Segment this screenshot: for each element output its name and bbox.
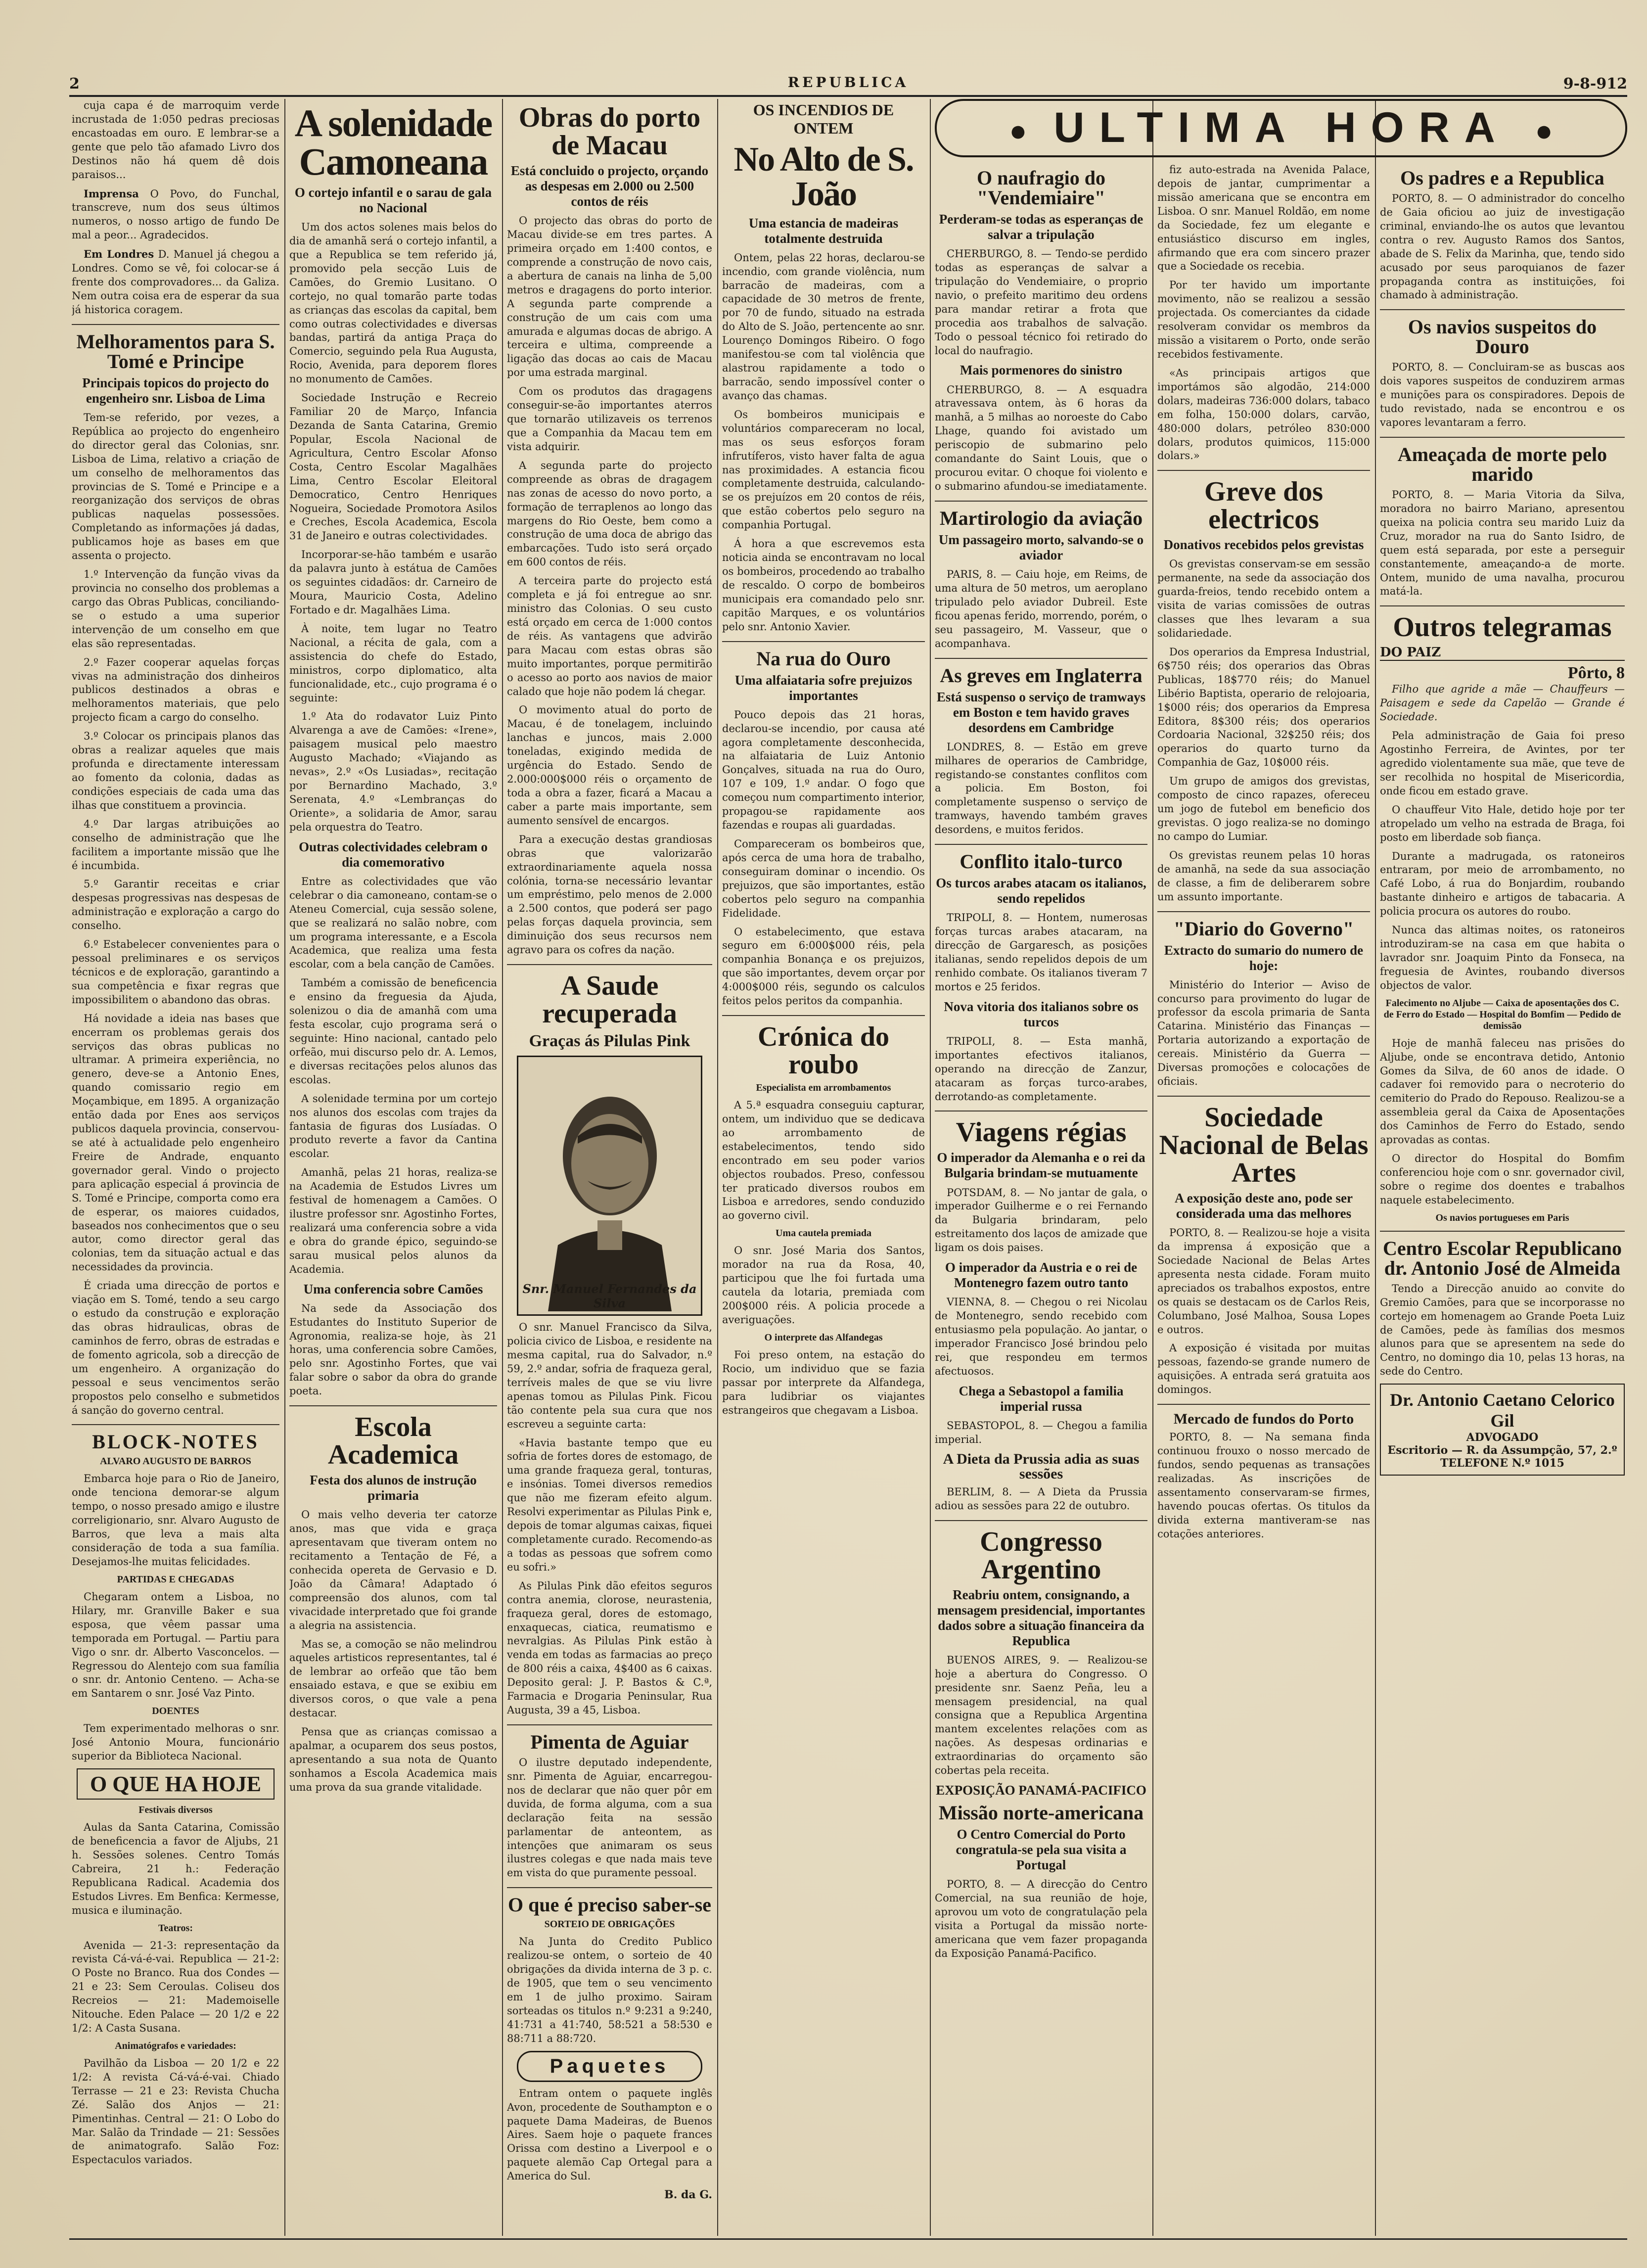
divider	[289, 1405, 497, 1406]
headline: Mercado de fundos do Porto	[1173, 1411, 1354, 1428]
article-text: CHERBURGO, 8. — A esquadra atravessava ontem, às 6 horas da manhã, a 5 milhas ao noroeste do Cabo Lhage, quando foi avistado um periscopio de submarino pelo comandante do Saint Louis, que o procurou evitar. O choque foi violento e o submarino afundou-se imediatamente.	[935, 383, 1147, 492]
headline: Centro Escolar Republicano dr. Antonio José de Almeida	[1383, 1237, 1622, 1279]
bottom-rule	[69, 2238, 1627, 2240]
article-text: Compareceram os bombeiros que, após cerca de uma hora de trabalho, conseguiram dominar o incendio. Os prejuizos, que são importantes, estão cobertos pelo seguro na companhia Fidelidade.	[722, 837, 925, 919]
column-rule	[930, 99, 931, 2236]
headline: Paquetes	[517, 2051, 702, 2082]
article-text: PARIS, 8. — Caiu hoje, em Reims, de uma altura de 50 metros, um aeroplano tripulado pelo aviador Dubreil. Este ficou apenas ferido, morrendo, porém, o seu passageiro, M. Vasseur, que o acompanhava.	[935, 568, 1147, 649]
headline: BLOCK-NOTES	[92, 1431, 259, 1453]
article-text: O mais velho deveria ter catorze anos, mas que vida e graça apresentavam que tiveram ontem no recitamento a Tentação de Fé, a conhecida opereta de Gervasio e D. João da Câmara! Adaptado ó compreensão dos alunos, com tal vivacidade interpretado que foi grande a alegria na assistencia.	[289, 1509, 497, 1631]
section-heading: PARTIDAS E CHEGADAS	[117, 1574, 234, 1585]
headline: Obras do porto de Macau	[518, 102, 701, 161]
column-4	[722, 99, 925, 2236]
article-text: 4.º Dar largas atribuições ao conselho de administração que lhe facilitem a importante missão que lhe é incumbida.	[72, 818, 279, 872]
deck: Uma alfaiataria sofre prejuizos importantes	[734, 672, 913, 703]
section-heading: Nova vitoria dos italianos sobre os turcos	[944, 999, 1139, 1029]
article-text: Tem experimentado melhoras o snr. José Antonio Moura, funcionário superior da Biblioteca Nacional.	[72, 1722, 279, 1762]
article-text: Há novidade a ideia nas bases que encerram os problemas gerais dos serviços das obras publicas no ultramar. A primeira experiência, no genero, deve-se a Antonio Enes, quando comissario regio em Moçambique, em 1895. A organização então dada por Enes aos serviços publicos daquela provincia, conservou-se até à actualidade pelo engenheiro Freire de Andrade, enquanto governador geral. Vindo o projecto para aplicação especial á provincia de S. Tomé e Principe, comporta como era de esperar, os maiores cuidados, baseados nos conhecimentos que o seu autor, como director geral das colonias, tem da situação actual e das necessidades da provincia.	[72, 1012, 279, 1273]
divider	[507, 1887, 712, 1888]
article-text: Ministério do Interior — Aviso de concurso para provimento do lugar de professor da escola primaria de Santa Catarina. Ministério das Finanças — Portaria autorizando a exportação de cereais. Ministério da Guerra — Diversas promoções e colocações de oficiais.	[1157, 978, 1370, 1088]
deck: Extracto do sumario do numero de hoje:	[1164, 942, 1364, 973]
deck: O imperador da Alemanha e o rei da Bulgaria brindam-se mutuamente	[937, 1150, 1145, 1181]
divider	[935, 501, 1147, 502]
divider	[72, 324, 279, 325]
article-text: BUENOS AIRES, 9. — Realizou-se hoje a abertura do Congresso. O presidente snr. Saenz Peña, leu a mensagem presidencial, na qual consigna que a Republica Argentina mantem excelentes relações com as nações. As despesas ordinarias e extraordinarias do orçamento são cobertas pela receita.	[935, 1654, 1147, 1777]
ad-line: TELEFONE N.º 1015	[1440, 1457, 1564, 1470]
section-heading: Falecimento no Aljube — Caixa de aposentações dos C. de Ferro do Estado — Hospital do Bomfim — Pedido de demissão	[1383, 997, 1621, 1031]
article-text: Na Junta do Credito Publico realizou-se ontem, o sorteio de 40 obrigações da divida interna de 3 p. c. de 1905, que tem o seu vencimento em 1 de julho proximo. Sairam sorteadas os titulos n.º 9:231 a 9:240, 41:731 a 41:740, 58:521 a 58:530 e 88:711 a 88:720.	[507, 1936, 712, 2044]
article-text: Também a comissão de beneficencia e ensino da freguesia da Ajuda, solenizou o dia de amanhã com uma festa escolar, cujo programa será o seguinte: Hino nacional, cantado pelo orfeão, mui discurso pelo dr. A. Lemos, e diversas recitações pelos alunos das escolas.	[289, 977, 497, 1086]
headline: Sociedade Nacional de Belas Artes	[1159, 1102, 1369, 1188]
banner-title: ULTIMA HORA	[1053, 104, 1509, 151]
section-label: Em Londres	[84, 248, 154, 261]
article-text: fiz auto-estrada na Avenida Palace, depois de jantar, cumprimentar a missão americana que se encontra em Lisboa. O snr. Manuel Roldão, em nome da Sociedade, fez um elegante e entusiástico discurso em ingles, afirmando que era com sincero prazer que a Sociedade os recebia.	[1157, 164, 1370, 273]
divider	[935, 658, 1147, 659]
article-text: Tendo a Direcção anuido ao convite do Gremio Camões, para que se incorporasse no cortejo em homenagem ao Grande Poeta Luiz de Camões, pede às famílias dos mesmos alunos para que se apresentem na sede do Centro, no domingo dia 10, pelas 13 horas, na sede do Centro.	[1380, 1282, 1625, 1378]
article-text: CHERBURGO, 8. — Tendo-se perdido todas as esperanças de salvar a tripulação do Vendemiaire, o proprio navio, o prefeito maritimo deu ordens para mandar retirar a frota que procedia aos trabalhos de salvação. Todo o pessoal técnico foi retirado do local do naufragio.	[935, 248, 1147, 357]
article-text: cuja capa é de marroquim verde incrustada de 1:050 pedras preciosas encastoadas em ouro. E lembrar-se a gente que pelo tão afamado Livro dos Destinos não há quem dê dois paraisos...	[72, 99, 279, 181]
divider	[1157, 1404, 1370, 1405]
section-heading: Mais pormenores do sinistro	[960, 363, 1123, 378]
article-text: O estabelecimento, que estava seguro em 6:000$000 réis, pela companhia Bonança e os prejuizos, que são importantes, devem orçar por 4:000$000 réis, segundo os calculos feitos pelos peritos da companhia.	[722, 926, 925, 1007]
headline: Ameaçada de morte pelo marido	[1397, 443, 1607, 485]
article-text: A terceira parte do projecto está completa e já foi entregue ao snr. ministro das Colonias. O seu custo está orçado em cerca de 1:000 contos de réis. As vantagens que advirão para Macau com estas obras são muito importantes, porque permitirão o acesso ao porto aos navios de maior calado que hoje não podem lá chegar.	[507, 575, 712, 697]
column-7	[1380, 163, 1625, 2236]
article-text: Pela administração de Gaia foi preso Agostinho Ferreira, de Avintes, por ter agredido violentamente sua mãe, que teve de ser recolhida no hospital de Misericordia, onde ficou em estado grave.	[1380, 730, 1625, 797]
article-text: Tem-se referido, por vezes, a República ao projecto do engenheiro do director geral das Colonias, snr. Lisboa de Lima, relativo a criação de um conselho de melhoramentos das provincias de S. Tomé e Principe e a reorganização dos serviços de obras publicas naquelas possessões. Completando as informações já dadas, publicamos hoje as bases em que assenta o projecto.	[72, 411, 279, 562]
column-rule	[502, 99, 503, 2236]
article-text: POTSDAM, 8. — No jantar de gala, o imperador Guilherme e o rei Fernando da Bulgaria brindaram, pelo estreitamento dos laços de amizade que ligam os dois paises.	[935, 1186, 1147, 1254]
article-text: Amanhã, pelas 21 horas, realiza-se na Academia de Estudos Livres um festival de homenagem a Camões. O ilustre professor snr. Agostinho Fortes, realizará uma conferencia sobre a vida e obra do grande épico, seguindo-se sarau musical pelos alunos da Academia.	[289, 1166, 497, 1275]
article-text: LONDRES, 8. — Estão em greve milhares de operarios de Cambridge, registando-se constantes conflitos com a policia. Em Boston, foi completamente suspenso o serviço de tramways, havendo também graves desordens, e muitos feridos.	[935, 741, 1147, 836]
deck: Festa dos alunos de instrução primaria	[310, 1473, 477, 1503]
headline: Martirologio da aviação	[939, 507, 1143, 529]
column-rule	[1152, 99, 1153, 2236]
article-text: 1.º Intervenção da função vivas da provincia no conselho dos problemas a cargo das Obras Publicas, conciliando-se o estudo a uma superior intervenção de um conselho em que elas são representadas.	[72, 568, 279, 649]
article-text: O projecto das obras do porto de Macau divide-se em tres partes. A primeira orçado em 1:400 contos, e comprende a construção de novo cais, a abertura de canais na linha de 5,00 metros e dragagens do porto interior. A segunda parte comprende a construção de um cais com uma amurada e algumas docas de abrigo. A terceira e ultima, compreende a ligação das docas ao cais de Macau por uma estrada marginal.	[507, 215, 712, 379]
headline: Missão norte-americana	[938, 1802, 1144, 1824]
headline: Os navios suspeitos do Douro	[1408, 316, 1597, 358]
article-text: Por ter havido um importante movimento, não se realizou a sessão projectada. Os comerciantes da cidade resolveram convidar os membros da missão a visitarem o Porto, onde serão recebidos festivamente.	[1157, 279, 1370, 360]
headline: Pimenta de Aguiar	[530, 1730, 689, 1753]
article-text: Dos operarios da Empresa Industrial, 6$750 réis; dos operarios das Obras Publicas, 18$770 réis; do Manuel Libério Baptista, operario de relojoaria, 1$000 réis; dos operarios da Empresa Editora, 8$300 réis; dos operarios Cordoaria Nacional, 32$250 réis; dos operarios do quarto turno da Companhia de Gaz, 10$000 réis.	[1157, 646, 1370, 769]
divider	[722, 641, 925, 642]
article-text: Foi preso ontem, na estação do Rocio, um individuo que se fazia passar por interprete da Alfandega, para ludibriar os viajantes estrangeiros que chegavam a Lisboa.	[722, 1348, 925, 1416]
headline: O naufragio do "Vendemiaire"	[976, 167, 1106, 209]
headline: A Dieta da Prussia adia as suas sessões	[943, 1450, 1140, 1482]
section-heading: EXPOSIÇÃO PANAMÁ-PACIFICO	[936, 1783, 1146, 1798]
divider	[1157, 470, 1370, 471]
article-text: 2.º Fazer cooperar aquelas forças vivas na administração dos dinheiros publicos destinados a obras e melhoramentos materiais, que pelo projecto ficam a cargo do conselho.	[72, 656, 279, 724]
divider	[507, 1724, 712, 1725]
article-text: PORTO, 8. — Realizou-se hoje a visita da imprensa á exposição que a Sociedade Nacional de Belas Artes apresenta nesta cidade. Foram muito apreciados os trabalhos expostos, entre os quais se destacam os de Carlos Reis, Columbano, José Malhoa, Sousa Lopes e outros.	[1157, 1227, 1370, 1336]
deck: Uma estancia de madeiras totalmente destruida	[748, 215, 899, 246]
paper-name: REPUBLICA	[787, 74, 909, 91]
headline: Conflito italo-turco	[960, 850, 1123, 873]
divider	[1380, 309, 1625, 310]
section-heading: Animatógrafos e variedades:	[115, 2040, 236, 2051]
headline: Viagens régias	[956, 1117, 1127, 1148]
deck: Reabriu ontem, consignando, a mensagem presidencial, importantes dados sobre a situação financeira da Republica	[937, 1587, 1145, 1648]
article-text: PORTO, 8. — O administrador do concelho de Gaia oficiou ao juiz de investigação criminal, enviando-lhe os autos que levantou contra o rev. Augusto Ramos dos Santos, abade de S. Felix da Marinha, que, tendo sido acusado por seus paroquianos de fazer propaganda contra as instituições, foi chamado à administração.	[1380, 192, 1625, 301]
article-text: PORTO, 8. — A direcção do Centro Comercial, na sua reunião de hoje, aprovou um voto de congratulação pela visita a Portugal da missão norte-americana que vem fazer propaganda da Exposição Panamá-Pacifico.	[935, 1878, 1147, 1959]
article-text: As Pilulas Pink dão efeitos seguros contra anemia, clorose, neurastenia, fraqueza geral, dores de estomago, enxaquecas, ciatica, reumatismo e nevralgias. As Pilulas Pink estão à venda em todas as farmacias ao preço de 800 réis a caixa, 4$400 as 6 caixas. Deposito geral: J. P. Bastos & C.ª, Farmacia e Drogaria Peninsular, Rua Augusta, 39 a 45, Lisboa.	[507, 1579, 712, 1716]
article-text: Um grupo de amigos dos grevistas, composto de cinco rapazes, ofereceu um jogo de futebol em beneficio dos grevistas. O jogo realiza-se no domingo no campo do Lumiar.	[1157, 775, 1370, 842]
signature: B. da G.	[664, 2188, 712, 2202]
divider	[72, 1424, 279, 1425]
article-text: 1.º Ata do rodavator Luiz Pinto Alvarenga a ave de Camões: «Irene», paisagem musical pelo maestro Augusto Machado; «Viajando as nevas», 2.º «Os Lusiadas», recitação por Bernardino Machado, 3.º Serenata, 4.º «Lembranças do Oriente», a solidaria de Amor, sarau pela orquestra do Teatro.	[289, 710, 497, 833]
headline: O QUE HA HOJE	[77, 1768, 274, 1800]
article-text: Entram ontem o paquete inglês Avon, procedente de Southampton e o paquete Dama Madeiras, de Buenos Aires. Saem hoje o paquete frances Orissa com destino a Liverpool e o paquete alemão Cap Ortegal para a America do Sul.	[507, 2087, 712, 2182]
headline: As greves em Inglaterra	[940, 664, 1143, 687]
article-text: Entre as colectividades que vão celebrar o dia camoneano, contam-se o Ateneu Comercial, cuja sessão solene, que se realizará no salão nobre, com um programa interessante, e a Escola Academica, que realiza uma festa escolar, com a bela canção de Camões.	[289, 875, 497, 971]
article-text: Embarca hoje para o Rio de Janeiro, onde tenciona demorar-se algum tempo, o nosso presado amigo e ilustre correligionario, snr. Alvaro Augusto de Barros, que leva a mais alta consideração de toda a sua família. Desejamos-lhe muitas felicidades.	[72, 1473, 279, 1568]
article-text: TRIPOLI, 8. — Esta manhã, importantes efectivos italianos, operando na direcção de Zanzur, atacaram as forças turco-arabes, derrotando-as completamente.	[935, 1035, 1147, 1103]
section-heading: DO PAIZ	[1380, 645, 1625, 661]
article-text: À noite, tem lugar no Teatro Nacional, a récita de gala, com a assistencia do chefe do Estado, ministros, corpo diplomatico, alta funcionalidade, etc., cujo programa é o seguinte:	[289, 622, 497, 704]
article-text: 3.º Colocar os principais planos das obras a realizar aqueles que mais profunda e directamente interessam ao fomento da colonia, dadas as condições especiais de cada uma das ilhas que constituem a provincia.	[72, 730, 279, 811]
article-text: Hoje de manhã faleceu nas prisões do Aljube, onde se encontrava detido, Antonio Gomes da Silva, de 60 anos de idade. O cadaver foi removido para o necroterio do cemiterio do Prado do Repouso. Realizou-se a assembleia geral da Caixa de Aposentações dos Caminhos de Ferro do Estado, sendo aprovadas as contas.	[1380, 1037, 1625, 1146]
article-text: SEBASTOPOL, 8. — Chegou a familia imperial.	[935, 1419, 1147, 1445]
divider	[1380, 605, 1625, 606]
deck: O cortejo infantil e o sarau de gala no Nacional	[294, 185, 492, 216]
article-text: Pensa que as crianças comissao a apalmar, a ocuparem dos seus postos, apresentando a sua nota de Quanto sonhamos a Escola Academica mais uma prova da sua grande vitalidade.	[289, 1726, 497, 1793]
bullet-icon: ●	[1009, 114, 1027, 147]
headline: "Diario do Governo"	[1173, 917, 1354, 940]
column-rule	[717, 99, 718, 2236]
article-text: VIENNA, 8. — Chegou o rei Nicolau de Montenegro, sendo recebido com entusiasmo pela população. Ao jantar, o imperador Francisco José brindou pelo rei, que respondeu em termos afectuosos.	[935, 1296, 1147, 1377]
column-rule	[1375, 99, 1376, 2236]
deck: Os turcos arabes atacam os italianos, sendo repelidos	[936, 876, 1146, 906]
article-text: PORTO, 8. — Na semana finda continuou frouxo o nosso mercado de fundos, sendo pequenas as transações realizadas. As inscrições de assentamento conservaram-se firmes, havendo poucas ofertas. Os titulos da divida externa mantiveram-se nas cotações anteriores.	[1157, 1431, 1370, 1540]
article-text: O Povo, do Funchal, transcreve, num dos seus últimos numeros, o nosso artigo de fundo De mal a peor... Agradecidos.	[72, 187, 279, 241]
headline: Outros telegramas	[1393, 612, 1612, 643]
deck: Graças ás Pilulas Pink	[529, 1032, 690, 1051]
article-text: TRIPOLI, 8. — Hontem, numerosas forças turcas arabes atacaram, na direcção de Gargaresch, as posições italianas, sendo repelidos depois de um renhido combate. Os italianos tiveram 7 mortos e 25 feridos.	[935, 912, 1147, 993]
divider	[935, 1520, 1147, 1521]
divider	[1380, 437, 1625, 438]
article-text: BERLIM, 8. — A Dieta da Prussia adiou as sessões para 22 de outubro.	[935, 1485, 1147, 1512]
article-text: O movimento atual do porto de Macau, é de tonelagem, incluindo lanchas e juncos, mais 2.000 toneladas, exigindo medida de urgência do Estado. Sendo de 2.000:000$000 réis o orçamento de toda a obra a fazer, ficará a Macau a caber a parte mais importante, sem aumento sensível de encargos.	[507, 704, 712, 827]
article-text: Filho que agride a mãe — Chauffeurs — Paisagem e sede da Capelão — Grande é Sociedade.	[1380, 683, 1625, 723]
headline: No Alto de S. João	[733, 140, 914, 213]
deck: Perderam-se todas as esperanças de salvar a tripulação	[939, 212, 1144, 242]
article-text: «Havia bastante tempo que eu sofria de fortes dores de estomago, de uma grande fraqueza geral, tonturas, e insónias. Tomei diversos remedios que não me fizeram efeito algum. Resolvi experimentar as Pilulas Pink e, depois de tomar algumas caixas, fiquei completamente curado. Recomendo-as a todas as pessoas que sofrem como eu sofri.»	[507, 1436, 712, 1573]
headline: Crónica do roubo	[758, 1021, 889, 1080]
article-text: Os grevistas conservam-se em sessão permanente, na sede da associação dos guarda-freios, tendo recebido ontem a visita de varias comissões de outras classes que lhes levaram a sua solidariedade.	[1157, 558, 1370, 640]
section-heading: Os navios portugueses em Paris	[1435, 1212, 1569, 1223]
column-1	[72, 99, 279, 2236]
headline: O que é preciso saber-se	[507, 1894, 712, 1916]
bullet-icon: ●	[1535, 114, 1553, 147]
portrait-caption: Snr. Manuel Fernandes da Silva	[522, 1282, 697, 1311]
article-text: Pavilhão da Lisboa — 20 1/2 e 22 1/2: A revista Cá-vá-é-vai. Chiado Terrasse — 21 e 23: Revista Chucha Zé. Salão dos Anjos — 21: Pimentinhas. Central — 21: O Lobo do Mar. Salão da Trindade — 21: Sessões de animatografo. Salão Foz: Espectaculos variados.	[72, 2057, 279, 2166]
article-text: PORTO, 8. — Concluiram-se as buscas aos dois vapores suspeitos de conduzirem armas e munições para os conspiradores. Depois de tudo revistado, nada se encontrou e os vapores levantaram a ferro.	[1380, 361, 1625, 429]
masthead-rule	[69, 95, 1627, 97]
headline: Na rua do Ouro	[756, 647, 891, 670]
deck: Um passageiro morto, salvando-se o aviador	[938, 532, 1144, 562]
article-text: Os grevistas reunem pelas 10 horas de amanhã, na sede da sua associação de classe, a fim de deliberarem sobre um assunto importante.	[1157, 849, 1370, 903]
headline: Melhoramentos para S. Tomé e Principe	[76, 330, 275, 372]
section-heading: Especialista em arrombamentos	[756, 1082, 891, 1094]
column-3	[507, 99, 712, 2236]
article-text: PORTO, 8. — Maria Vitoria da Silva, moradora no bairro Mariano, apresentou queixa na policia contra seu marido Luiz da Cruz, morador na rua do Santo Isidro, de quem está separada, por este a perseguir constantemente, ameaçando-a de morte. Ontem, munido de uma navalha, procurou matá-la.	[1380, 488, 1625, 598]
article-text: Aulas da Santa Catarina, Comissão de beneficencia a favor de Aljubs, 21 h. Sessões solenes. Centro Tomás Cabreira, 21 h.: Federação Republicana Radical. Academia dos Estudos Livres. Em Benfica: Kermesse, musica e iluminação.	[72, 1821, 279, 1916]
article-text: «As principais artigos que importámos são algodão, 214:000 dolars, madeiras 736:000 dolars, tabaco em folha, 150:000 dolars, carvão, 480:000 dolars, petróleo 830:000 dolars, produtos quimicos, 115:000 dolars.»	[1157, 367, 1370, 462]
article-text: D. Manuel já chegou a Londres. Como se vê, foi colocar-se á frente dos comprovadores... da Galiza. Nem outra coisa era de esperar da sua já historica coragem.	[72, 248, 279, 316]
article-text: A 5.ª esquadra conseguiu capturar, ontem, um individuo que se dedicava ao arrombamento de estabelecimentos, tendo sido encontrado em seu poder varios objectos roubados. Preso, confessou ter praticado diversos roubos em Lisboa e arredores, sendo conduzido ao governo civil.	[722, 1099, 925, 1222]
article-text: 6.º Estabelecer convenientes para o pessoal preliminares e os serviços técnicos e de exploração, garantindo a sua competência e fixar regras que impossibilitem o abandono das obras.	[72, 938, 279, 1006]
column-2	[289, 99, 497, 2236]
article-text: A segunda parte do projecto compreende as obras de dragagem nas zonas de acesso do novo porto, a formação de terraplenos ao longo das margens do Rio Oeste, bem como a construção de uma doca de abrigo das embarcações. Tudo isto será orçado em 600 contos de réis.	[507, 459, 712, 568]
section-heading: SORTEIO DE OBRIGAÇÕES	[544, 1919, 675, 1930]
article-text: Para a execução destas grandiosas obras que valorizarão extraordinariamente aquela nossa colónia, torna-se necessário levantar um empréstimo, pelo menos de 2.000 a 2.500 contos, que poderá ser pago pelas forças daquela provincia, sem diminuição dos seus recursos nem agravo para os cofres da nação.	[507, 833, 712, 956]
article-text: 5.º Garantir receitas e criar despesas progressivas nas despesas de administração e exploração a cargo do conselho.	[72, 878, 279, 932]
article-text: É criada uma direcção de portos e viação em S. Tomé, tendo a seu cargo o estudo da construção e exploração das obras hidraulicas, obras de caminhos de ferro, obras de estradas e de fomento agricola, sob a direcção de um engenheiro. A organização do pessoal e seus vencimentos serão propostos pelo conselho e submetidos á sanção do governo central.	[72, 1280, 279, 1416]
article-text: O ilustre deputado independente, snr. Pimenta de Aguiar, encarregou-nos de declarar que não quer pôr em duvida, de forma alguma, com a sua declaração feita na sessão parlamentar de anteontem, as intenções que animaram os seus ilustres colegas e que nada mais teve em vista do que puramente pessoal.	[507, 1756, 712, 1879]
article-text: Pouco depois das 21 horas, declarou-se incendio, por causa até agora completamente desconhecida, na alfaiataria de Luiz Antonio Gonçalves, situada na rua do Ouro, 107 e 109, 1.º andar. O fogo que começou num compartimento interior, propagou-se rapidamente aos fazendas e roupas ali guardadas.	[722, 708, 925, 832]
article-text: A solenidade termina por um cortejo nos alunos dos escolas com trajes da fantasia de figuras dos Lusíadas. O produto reverte a favor da Cantina escolar.	[289, 1092, 497, 1160]
section-label: Imprensa	[84, 187, 139, 200]
deck: O Centro Comercial do Porto congratula-se pela sua visita a Portugal	[956, 1827, 1127, 1873]
ad-line: ADVOGADO	[1466, 1431, 1539, 1444]
section-heading: Uma cautela premiada	[775, 1228, 872, 1239]
article-text: Nunca das altimas noites, os ratoneiros introduziram-se na casa em que habita o lavrador snr. Joaquim Pinto da Fonseca, na freguesia de Avintes, roubando diversos objectos de valor.	[1380, 924, 1625, 991]
section-heading: Teatros:	[158, 1922, 193, 1934]
deck: A exposição deste ano, pode ser considerada uma das melhores	[1175, 1191, 1353, 1221]
article-text: O director do Hospital do Bomfim conferenciou hoje com o snr. governador civil, sobre o regime dos doentes e trabalhos naquele estabelecimento.	[1380, 1153, 1625, 1206]
headline: A solenidade Camoneana	[294, 101, 492, 183]
ad-line: Escritorio — R. da Assumpção, 57, 2.º	[1387, 1444, 1617, 1457]
section-heading: DOENTES	[152, 1706, 199, 1717]
article-text: Sociedade Instrução e Recreio Familiar 20 de Março, Infancia Dezanda de Santa Catarina, Gremio Popular, Escola Nacional de Agricultura, Centro Escolar Afonso Costa, Centro Escolar Magalhães Lima, Centro Escolar Eleitoral Democratico, Centro Henriques Nogueira, Sociedade Promotora Asilos e Creches, Escola Academica, Escola 31 de Janeiro e outras colectividades.	[289, 392, 497, 542]
article-text: O snr. José Maria dos Santos, morador na rua da Rosa, 40, participou que lhe foi furtada uma cautela da lotaria, premiada com 200$000 réis. A policia procede a averiguações.	[722, 1245, 925, 1326]
article-text: Mas se, a comoção se não melindrou aqueles artisticos representantes, tal é de lembrar ao orfeão que tão bem ensaiado estava, e que se exibiu em diversos coros, o que vale a pena destacar.	[289, 1638, 497, 1719]
article-text: Ontem, pelas 22 horas, declarou-se incendio, com grande violência, num barracão de madeiras, com a capacidade de 30 metros de frente, por 70 de fundo, situado na estrada do Alto de S. João, pertencente ao snr. Lourenço Domingos Ribeiro. O fogo manifestou-se com tal violência que alastrou rapidamente a todo o barracão, sendo impossível conter o avanço das chamas.	[722, 251, 925, 402]
article-text: Incorporar-se-hão também e usarão da palavra junto à estátua de Camões os seguintes cidadãos: dr. Carneiro de Moura, Mauricio Costa, Adelino Fortado e dr. Magalhães Lima.	[289, 549, 497, 616]
deck: Principais topicos do projecto do engenheiro snr. Lisboa de Lima	[82, 375, 269, 406]
section-heading: O imperador da Austria e o rei de Montenegro fazem outro tanto	[945, 1260, 1138, 1291]
article-text: Á hora a que escrevemos esta noticia ainda se encontravam no local os bombeiros, procedendo ao trabalho de rescaldo. O corpo de bombeiros municipais era comandado pelo snr. capitão Marques, e os voluntários pelo snr. Antonio Xavier.	[722, 538, 925, 633]
article-text: O chauffeur Vito Hale, detido hoje por ter atropelado um velho na estrada de Braga, foi posto em liberdade sob fiança.	[1380, 803, 1625, 843]
dateline: Pôrto, 8	[1567, 664, 1625, 683]
deck: Está suspenso o serviço de tramways em Boston e tem havido graves desordens em Cambridge	[936, 689, 1146, 735]
divider	[1157, 1096, 1370, 1097]
headline: Escola Academica	[327, 1412, 459, 1471]
divider	[1380, 1231, 1625, 1232]
deck: Donativos recebidos pelos grevistas	[1163, 537, 1364, 553]
section-heading: Chega a Sebastopol a familia imperial russa	[959, 1383, 1124, 1414]
advertisement	[1380, 1384, 1625, 1476]
portrait-icon	[518, 1057, 701, 1311]
article-text: Avenida — 21-3: representação da revista Cá-vá-é-vai. Republica — 21-2: O Poste no Branco. Rua dos Condes — 21 e 23: Sem Ceroulas. Coliseu dos Recreios — 21: Mademoiselle Nitouche. Eden Palace — 20 1/2 e 22 1/2: A Casta Susana.	[72, 1939, 279, 2035]
article-text: A exposição é visitada por muitas pessoas, fazendo-se grande numero de aquisições. A entrada será gratuita aos domingos.	[1157, 1342, 1370, 1396]
section-heading: O interprete das Alfandegas	[764, 1332, 883, 1343]
section-heading: Festivais diversos	[138, 1805, 213, 1816]
headline: Greve dos electricos	[1204, 476, 1324, 535]
column-5	[935, 163, 1147, 2236]
article-text: Um dos actos solenes mais belos do dia de amanhã será o cortejo infantil, a que a Republica se tem referido já, promovido pela secção Luis de Camões, do Gremio Lusitano. O cortejo, no qual tomarão parte todas as crianças das escolas da capital, bem como outras colectividades e diversas bandas, partirá da antiga Praça do Comercio, seguindo pela Rua Augusta, Rocio, Avenida, para deporem flores no monumento de Camões.	[289, 221, 497, 385]
article-text: Durante a madrugada, os ratoneiros entraram, por meio de arrombamento, no Café Lobo, á rua do Bonjardim, roubando bastante dinheiro e artigos de tabacaria. A policia procura os autores do roubo.	[1380, 850, 1625, 918]
divider	[935, 844, 1147, 845]
deck: ALVARO AUGUSTO DE BARROS	[100, 1456, 251, 1467]
article-text: O snr. Manuel Francisco da Silva, policia civico de Lisboa, e residente na mesma capital, rua do Salvador, n.º 59, 2.º andar, sofria de fraqueza geral, terríveis males de que se viu livre apenas tomou as Pilulas Pink. Ficou tão contente pela sua cura que nos escreveu a seguinte carta:	[507, 1321, 712, 1430]
page-number: 2	[69, 75, 80, 93]
column-6	[1157, 163, 1370, 2236]
section-heading: Uma conferencia sobre Camões	[303, 1281, 483, 1296]
article-text: Os bombeiros municipais e voluntários compareceram no local, mas os seus esforços foram infrutíferos, visto haver falta de agua nas proximidades. A estancia ficou completamente destruida, calculando-se os prejuízos em 20 contos de réis, que estão cobertos pelo seguro na companhia Portugal.	[722, 408, 925, 531]
headline: Os padres e a Republica	[1400, 167, 1604, 189]
headline: Congresso Argentino	[980, 1526, 1102, 1585]
article-text: Chegaram ontem a Lisboa, no Hilary, mr. Granville Baker e sua esposa, que vêem passar uma temporada em Portugal. — Partiu para Vigo o snr. dr. Alberto Vasconcelos. — Regressou do Alentejo com sua família o snr. dr. Antonio Centeno. — Acha-se em Santarem o snr. José Vaz Pinto.	[72, 1590, 279, 1700]
ultima-hora-banner	[935, 99, 1627, 157]
column-rule	[284, 99, 285, 2236]
portrait-illustration	[517, 1056, 702, 1316]
divider	[1157, 911, 1370, 912]
deck: Está concluido o projecto, orçando as despesas em 2.000 ou 2.500 contos de réis	[510, 163, 709, 209]
divider	[507, 964, 712, 965]
issue-date: 9-8-912	[1563, 75, 1627, 93]
section-heading: Outras colectividades celebram o dia comemorativo	[299, 839, 488, 870]
article-text: Com os produtos das dragagens conseguir-se-ão importantes aterros que tornarão utilizaveis os terrenos que a Companhia da Macau tem em vista adquirir.	[507, 385, 712, 453]
masthead	[69, 74, 1627, 94]
ad-name: Dr. Antonio Caetano Celorico Gil	[1390, 1390, 1615, 1431]
headline-kicker: OS INCENDIOS DE ONTEM	[753, 101, 894, 137]
divider	[722, 1015, 925, 1016]
headline: A Saude recuperada	[542, 971, 677, 1029]
article-text: Na sede da Associação dos Estudantes do Instituto Superior de Agronomia, realiza-se hoje, às 21 horas, uma conferencia sobre Camões, pelo snr. Agostinho Fortes, que vai falar sobre o sabor da obra do grande poeta.	[289, 1302, 497, 1397]
